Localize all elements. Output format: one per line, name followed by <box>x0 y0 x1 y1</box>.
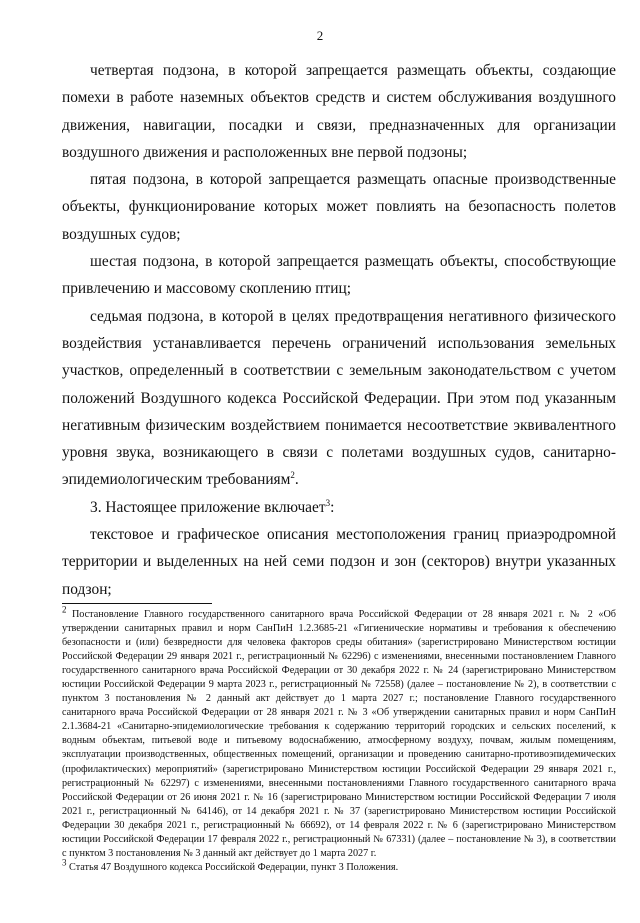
footnote-ref-3[interactable]: 3 <box>325 497 331 508</box>
footnote-ref-2[interactable]: 2 <box>290 470 295 481</box>
paragraph-text: шестая подзона, в которой запрещается размещать объекты, способствующие привлечению и массовому скоплению птиц; <box>62 253 616 298</box>
paragraph-punctuation: : <box>330 498 335 516</box>
paragraph-text: четвертая подзона, в которой запрещается размещать объекты, создающие помехи в работе наземных объектов средств и систем обслуживания воздушного движения, навигации, посадки и связи, предназначенных для организации воздушного движения и расположенных вне первой подзоны; <box>62 62 616 161</box>
document-body <box>62 57 616 603</box>
paragraph-text: пятая подзона, в которой запрещается размещать опасные производственные объекты, функционирование которых может повлиять на безопасность полетов воздушных судов; <box>62 171 616 243</box>
paragraph-appendix-includes <box>62 494 616 521</box>
paragraph-sixth-subzone <box>62 248 616 303</box>
footnote-text: Статья 47 Воздушного кодекса Российской Федерации, пункт 3 Положения. <box>66 861 399 873</box>
paragraph-text: 3. Настоящее приложение включает <box>90 498 326 516</box>
paragraph-text: седьмая подзона, в которой в целях предотвращения негативного физического воздействия устанавливается перечень ограничений использования земельных участков, определенный в соответствии с земельным законодательством с учетом положений Воздушного кодекса Российской Федерации. При этом под указанным негативным физическим воздействием понимается несоответствие эквивалентного уровня звука, возникающего в связи с полетами воздушных судов, санитарно-эпидемиологическим требованиям <box>62 307 616 489</box>
footnote-mark: 3 <box>62 857 67 868</box>
paragraph-text: текстовое и графическое описания местоположения границ приаэродромной территории и выделенных на ней семи подзон и зон (секторов) внутри указанных подзон; <box>62 526 616 598</box>
paragraph-punctuation: . <box>294 471 299 489</box>
paragraph-seventh-subzone <box>62 303 616 494</box>
footnotes <box>62 604 616 875</box>
paragraph-descriptions <box>62 521 616 603</box>
footnote-3 <box>62 857 616 875</box>
footnote-2 <box>62 604 616 861</box>
footnote-text: Постановление Главного государственного санитарного врача Российской Федерации от 28 января 2021 г. № 2 «Об утверждении санитарных правил и норм СанПиН 1.2.3685-21 «Гигиенические нормативы и требования к обеспечению безопасности и (или) безвредности для человека факторов среды обитания» (зарегистрировано Министерством юстиции Российской Федерации 29 января 2021 г., регистрационный № 62296) с изменениями, внесенными постановлением Главного государственного санитарного врача Российской Федерации от 30 декабря 2022 г. № 24 (зарегистрировано Министерством юстиции Российской Федерации 9 марта 2023 г., регистрационный № 72558) (далее – постановление № 2), в соответствии с пунктом 3 постановления № 2 данный акт действует до 1 марта 2027 г.; постановление Главного государственного санитарного врача Российской Федерации от 28 января 2021 г. № 3 «Об утверждении санитарных правил и норм СанПиН 2.1.3684-21 «Санитарно-эпидемиологические требования к содержанию территорий городских и сельских поселений, к водным объектам, питьевой воде и питьевому водоснабжению, атмосферному воздуху, почвам, жилым помещениям, эксплуатации производственных, общественных помещений, организации и проведению санитарно-противоэпидемических (профилактических) мероприятий» (зарегистрировано Министерством юстиции Российской Федерации 29 января 2021 г., регистрационный № 62297) с изменениями, внесенными постановлениями Главного государственного санитарного врача Российской Федерации от 26 июня 2021 г. № 16 (зарегистрировано Министерством юстиции Российской Федерации 7 июля 2021 г., регистрационный № 64146), от 14 декабря 2021 г. № 37 (зарегистрировано Министерством юстиции Российской Федерации 30 декабря 2021 г., регистрационный № 66692), от 14 февраля 2022 г. № 6 (зарегистрировано Министерством юстиции Российской Федерации 17 февраля 2022 г., регистрационный № 67331) (далее – постановление № 3), в соответствии с пунктом 3 постановления № 3 данный акт действует до 1 марта 2027 г. <box>62 609 616 859</box>
footnote-divider <box>62 603 212 604</box>
page-number: 2 <box>316 28 324 43</box>
paragraph-fourth-subzone <box>62 57 616 166</box>
footnote-mark: 2 <box>62 604 67 615</box>
paragraph-fifth-subzone <box>62 166 616 248</box>
